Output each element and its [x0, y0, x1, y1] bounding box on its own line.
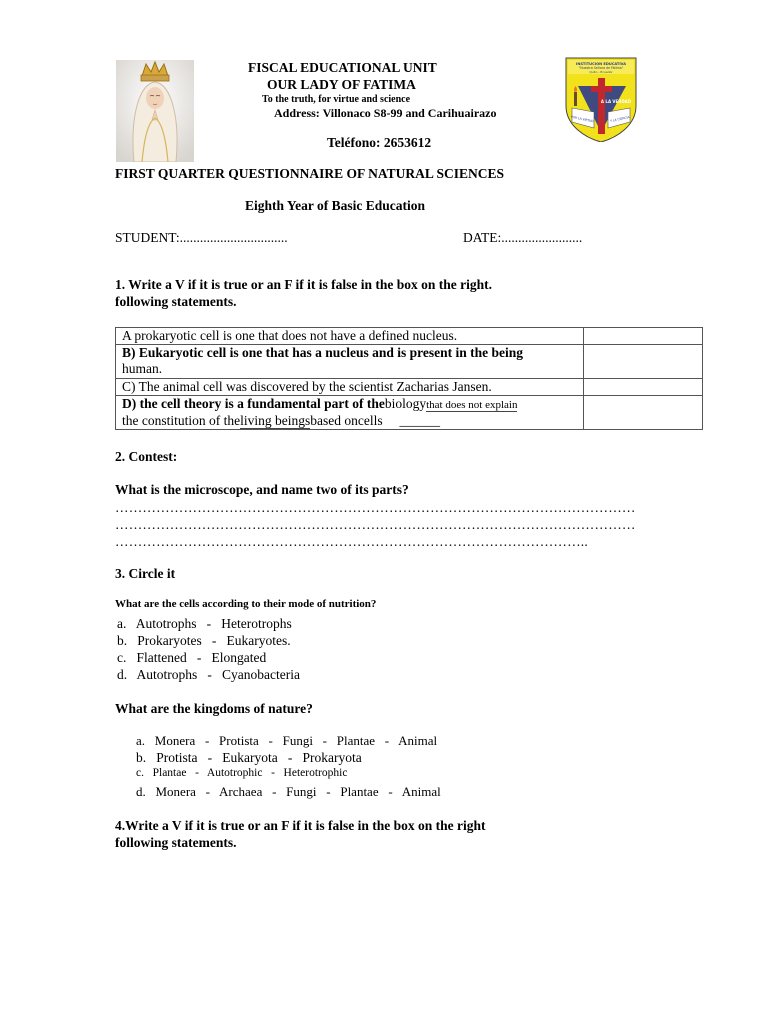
- crest-top-text: INSTITUCION EDUCATIVA: [576, 62, 626, 66]
- q4-heading-line1: 4.Write a V if it is true or an F if it is false in the box on the right: [115, 818, 486, 833]
- option-text: Monera - Archaea - Fungi - Plantae - Animal: [155, 784, 441, 799]
- document-subtitle: Eighth Year of Basic Education: [245, 198, 426, 213]
- statement-d-cells: cells: [357, 413, 383, 428]
- q2-answer-line-2[interactable]: ……………………………………………………………………………………………………: [115, 517, 636, 532]
- answer-box-b[interactable]: [584, 345, 703, 379]
- q2-answer-line-3[interactable]: …………………………………………………………………………………………..: [115, 534, 588, 549]
- answer-box-c[interactable]: [584, 379, 703, 396]
- statement-b: [116, 345, 584, 379]
- option-letter: a.: [117, 616, 127, 631]
- option-letter: d.: [117, 667, 128, 682]
- q4-heading-line2: following statements.: [115, 835, 237, 850]
- option-text: Monera - Protista - Fungi - Plantae - Animal: [154, 733, 438, 748]
- student-field[interactable]: STUDENT:................................: [115, 230, 288, 245]
- option-text: Protista - Eukaryota - Prokaryota: [156, 750, 362, 765]
- crest-center-text: A LA VERDAD: [600, 99, 632, 104]
- q2-heading: 2. Contest:: [115, 449, 178, 464]
- statement-d-blank[interactable]: ______: [399, 413, 440, 428]
- option-text: Autotrophs - Heterotrophs: [135, 616, 292, 631]
- crest-right-text: Y LA CIENCIA: [609, 115, 630, 124]
- our-lady-of-fatima-image: [116, 60, 194, 162]
- statement-c: [116, 379, 584, 396]
- list-item[interactable]: [136, 767, 347, 779]
- statement-d-not-explain: that does not explain: [426, 399, 518, 411]
- answer-box-a[interactable]: [584, 328, 703, 345]
- list-item[interactable]: [136, 750, 362, 766]
- option-letter: c.: [136, 767, 144, 779]
- list-item[interactable]: [136, 784, 441, 800]
- answer-box-d[interactable]: [584, 396, 703, 430]
- statement-d-biology: biology: [384, 396, 427, 411]
- school-name-line1: FISCAL EDUCATIONAL UNIT: [248, 60, 437, 75]
- list-item[interactable]: [117, 616, 292, 632]
- q3-question-1: What are the cells according to their mode of nutrition?: [115, 598, 377, 610]
- option-letter: b.: [136, 750, 147, 765]
- option-letter: b.: [117, 633, 128, 648]
- option-letter: c.: [117, 650, 127, 665]
- q2-question: What is the microscope, and name two of its parts?: [115, 482, 409, 497]
- option-text: Flattened - Elongated: [136, 650, 267, 665]
- date-field[interactable]: DATE:........................: [463, 230, 583, 245]
- option-text: Plantae - Autotrophic - Heterotrophic: [152, 767, 348, 779]
- q3-question-2: What are the kingdoms of nature?: [115, 701, 313, 716]
- school-address: Address: Villonaco S8-99 and Carihuairazo: [274, 106, 497, 120]
- table-row: [116, 345, 703, 379]
- list-item[interactable]: [117, 650, 266, 666]
- q2-answer-line-1[interactable]: ……………………………………………………………………………………………………: [115, 500, 636, 515]
- school-crest-logo: [564, 56, 638, 142]
- statement-d-living-beings: living beings: [240, 413, 311, 428]
- table-row: [116, 328, 703, 345]
- crest-city-text: Quito - Ecuador: [589, 70, 613, 74]
- statement-a-text: A prokaryotic cell is one that does not have a defined nucleus.: [122, 328, 458, 343]
- table-row: [116, 396, 703, 430]
- table-row: [116, 379, 703, 396]
- option-letter: a.: [136, 733, 146, 748]
- option-text: Autotrophs - Cyanobacteria: [136, 667, 300, 682]
- school-motto: To the truth, for virtue and science: [262, 94, 411, 105]
- list-item[interactable]: [136, 733, 437, 749]
- q1-heading-line2: following statements.: [115, 294, 237, 309]
- q3-heading: 3. Circle it: [115, 566, 176, 581]
- statement-a: [116, 328, 584, 345]
- school-name-line2: OUR LADY OF FATIMA: [267, 77, 416, 92]
- statement-b-text: B) Eukaryotic cell is one that has a nucleus and is present in the being: [122, 345, 524, 360]
- document-title: FIRST QUARTER QUESTIONNAIRE OF NATURAL SCIENCES: [115, 166, 504, 181]
- statement-c-text: C) The animal cell was discovered by the scientist Zacharias Jansen.: [122, 379, 492, 394]
- list-item[interactable]: [117, 667, 300, 683]
- statement-b-text-rest: human.: [122, 361, 163, 376]
- school-phone: Teléfono: 2653612: [327, 135, 432, 150]
- statement-d-bold: D) the cell theory is a fundamental part of the: [122, 396, 385, 411]
- crest-name-text: "Nuestra Señora de Fátima": [578, 66, 624, 70]
- list-item[interactable]: [117, 633, 291, 649]
- crest-left-text: POR LA VIRTUD: [570, 114, 594, 124]
- q1-heading-line1: 1. Write a V if it is true or an F if it is false in the box on the right.: [115, 277, 492, 292]
- q1-true-false-table: [115, 327, 703, 430]
- statement-d-line2a: the constitution of the: [122, 413, 241, 428]
- option-text: Prokaryotes - Eukaryotes.: [137, 633, 291, 648]
- statement-d-line2b: based on: [310, 413, 358, 428]
- statement-d: [116, 396, 584, 430]
- option-letter: d.: [136, 784, 146, 799]
